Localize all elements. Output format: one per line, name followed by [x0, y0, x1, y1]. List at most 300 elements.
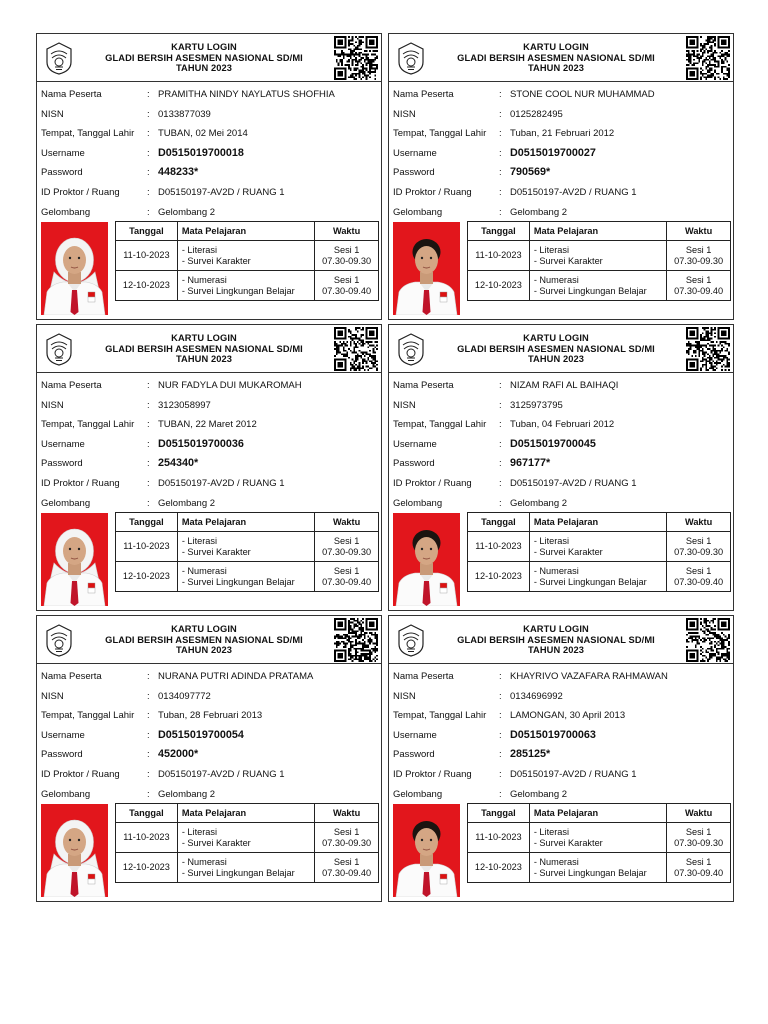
schedule-hours: 07.30-09.40 [322, 576, 372, 587]
participant-info [393, 376, 731, 513]
participant-nisn: 3125973795 [510, 399, 563, 411]
info-row-gelombang [41, 494, 379, 514]
schedule-hours: 07.30-09.30 [322, 255, 372, 266]
field-label: Password [41, 458, 83, 470]
field-separator: : [147, 89, 150, 100]
schedule-time [315, 823, 379, 853]
field-separator: : [147, 749, 150, 761]
card-title [81, 42, 327, 74]
field-label: Username [41, 438, 85, 450]
schedule-subject-line: - Literasi [533, 827, 570, 837]
login-card [388, 615, 734, 902]
info-row-password [393, 163, 731, 183]
card-title-line: TAHUN 2023 [527, 354, 585, 364]
schedule-subject [529, 532, 666, 562]
tut-wuri-handayani-logo-icon [41, 331, 77, 367]
schedule-header-mapel: Mata Pelajaran [529, 513, 666, 532]
schedule-hours: 07.30-09.40 [322, 285, 372, 296]
schedule-hours: 07.30-09.30 [322, 546, 372, 557]
field-label: Password [41, 167, 83, 179]
schedule-date: 11-10-2023 [116, 823, 178, 853]
schedule-hours: 07.30-09.40 [674, 576, 724, 587]
table-row [468, 853, 731, 883]
schedule-header-mapel: Mata Pelajaran [529, 222, 666, 241]
student-portrait [41, 804, 108, 897]
student-portrait [41, 222, 108, 315]
schedule-subject-line: - Survei Lingkungan Belajar [181, 867, 295, 878]
info-row-nama [393, 376, 731, 396]
card-title-line: GLADI BERSIH ASESMEN NASIONAL SD/MI [457, 52, 655, 63]
table-row [116, 532, 379, 562]
schedule-session: Sesi 1 [333, 566, 360, 576]
schedule-subject-line: - Survei Lingkungan Belajar [181, 285, 295, 296]
schedule-date: 12-10-2023 [116, 271, 178, 301]
login-card [388, 33, 734, 320]
schedule-header-row [468, 222, 731, 241]
field-label: Nama Peserta [41, 380, 102, 391]
schedule-session: Sesi 1 [685, 275, 712, 285]
schedule-subject-line: - Survei Karakter [533, 255, 603, 266]
schedule-header-row [116, 222, 379, 241]
field-label: Password [393, 749, 435, 761]
schedule-subject [177, 823, 314, 853]
field-label: ID Proktor / Ruang [393, 186, 472, 198]
field-label: Tempat, Tanggal Lahir [41, 710, 135, 722]
schedule-time [315, 532, 379, 562]
field-separator: : [499, 729, 502, 741]
field-separator: : [499, 108, 502, 120]
field-separator: : [147, 438, 150, 450]
field-label: Nama Peserta [393, 671, 454, 682]
field-separator: : [147, 768, 150, 780]
participant-username: D0515019700036 [158, 437, 244, 450]
schedule-subject-line: - Survei Karakter [181, 255, 251, 266]
participant-info [393, 85, 731, 222]
qr-code-icon [686, 36, 730, 80]
schedule-subject-line: - Survei Lingkungan Belajar [533, 285, 647, 296]
info-row-ttl [393, 124, 731, 144]
field-separator: : [147, 419, 150, 431]
field-label: Nama Peserta [393, 89, 454, 100]
participant-proktor: D05150197-AV2D / RUANG 1 [510, 186, 637, 198]
schedule-subject-line: - Survei Karakter [181, 546, 251, 557]
info-row-ttl [393, 706, 731, 726]
tut-wuri-handayani-logo-icon [393, 622, 429, 658]
participant-password: 448233* [158, 166, 199, 179]
participant-nisn: 0133877039 [158, 108, 211, 120]
info-row-nisn [41, 105, 379, 125]
tut-wuri-handayani-logo-icon [393, 331, 429, 367]
field-separator: : [147, 380, 150, 391]
schedule-subject-line: - Numerasi [533, 857, 579, 867]
schedule-time [315, 241, 379, 271]
field-separator: : [499, 788, 502, 800]
card-title-line: KARTU LOGIN [523, 624, 589, 634]
schedule-session: Sesi 1 [685, 857, 712, 867]
card-title-line: GLADI BERSIH ASESMEN NASIONAL SD/MI [105, 634, 303, 645]
schedule-header-waktu: Waktu [315, 804, 379, 823]
qr-code-icon [334, 618, 378, 662]
table-row [116, 562, 379, 592]
schedule-session: Sesi 1 [333, 536, 360, 546]
schedule-date: 12-10-2023 [468, 853, 530, 883]
info-row-username [393, 435, 731, 455]
participant-name: NIZAM RAFI AL BAIHAQI [510, 380, 619, 391]
login-card [388, 324, 734, 611]
info-row-password [393, 454, 731, 474]
field-label: Tempat, Tanggal Lahir [393, 419, 487, 431]
schedule-time [667, 853, 731, 883]
field-separator: : [147, 458, 150, 470]
participant-gelombang: Gelombang 2 [510, 206, 568, 218]
table-row [468, 532, 731, 562]
table-row [468, 823, 731, 853]
field-separator: : [499, 399, 502, 411]
schedule-subject [529, 241, 666, 271]
field-separator: : [147, 497, 150, 509]
participant-photo [41, 804, 108, 897]
participant-photo [393, 804, 460, 897]
schedule-subject-line: - Literasi [533, 536, 570, 546]
field-label: Tempat, Tanggal Lahir [393, 128, 487, 140]
login-card [36, 324, 382, 611]
card-title-line: GLADI BERSIH ASESMEN NASIONAL SD/MI [457, 343, 655, 354]
card-title-line: KARTU LOGIN [171, 333, 237, 343]
field-label: NISN [393, 690, 416, 702]
participant-username: D0515019700027 [510, 146, 596, 159]
participant-gelombang: Gelombang 2 [158, 497, 216, 509]
schedule-header-tanggal: Tanggal [468, 804, 530, 823]
schedule-hours: 07.30-09.30 [674, 255, 724, 266]
qr-code-icon [334, 327, 378, 371]
info-row-ttl [393, 415, 731, 435]
card-title [81, 333, 327, 365]
participant-password: 285125* [510, 748, 551, 761]
field-separator: : [499, 147, 502, 159]
schedule-subject-line: - Survei Karakter [533, 837, 603, 848]
info-row-nama [41, 667, 379, 687]
participant-proktor: D05150197-AV2D / RUANG 1 [158, 768, 285, 780]
schedule-table [467, 221, 731, 301]
field-label: ID Proktor / Ruang [41, 477, 120, 489]
schedule-header-tanggal: Tanggal [116, 804, 178, 823]
participant-photo [393, 513, 460, 606]
field-label: ID Proktor / Ruang [393, 477, 472, 489]
schedule-time [667, 532, 731, 562]
participant-name: NURANA PUTRI ADINDA PRATAMA [158, 671, 314, 682]
participant-nisn: 0134696992 [510, 690, 563, 702]
field-label: Gelombang [393, 497, 443, 509]
field-separator: : [499, 690, 502, 702]
field-label: Username [393, 729, 437, 741]
schedule-subject [177, 853, 314, 883]
info-row-password [393, 745, 731, 765]
field-separator: : [147, 108, 150, 120]
participant-proktor: D05150197-AV2D / RUANG 1 [510, 477, 637, 489]
info-row-ttl [41, 124, 379, 144]
schedule-subject [529, 562, 666, 592]
table-row [468, 241, 731, 271]
field-label: Username [41, 729, 85, 741]
field-separator: : [499, 768, 502, 780]
participant-birth: TUBAN, 22 Maret 2012 [158, 419, 257, 431]
participant-password: 790569* [510, 166, 551, 179]
info-row-nama [41, 85, 379, 105]
schedule-header-tanggal: Tanggal [116, 513, 178, 532]
participant-proktor: D05150197-AV2D / RUANG 1 [158, 477, 285, 489]
field-separator: : [499, 380, 502, 391]
info-row-gelombang [393, 494, 731, 514]
schedule-subject-line: - Literasi [181, 245, 218, 255]
participant-proktor: D05150197-AV2D / RUANG 1 [158, 186, 285, 198]
schedule-subject-line: - Survei Lingkungan Belajar [533, 867, 647, 878]
field-label: Nama Peserta [41, 89, 102, 100]
info-row-username [393, 144, 731, 164]
participant-proktor: D05150197-AV2D / RUANG 1 [510, 768, 637, 780]
participant-birth: Tuban, 04 Februari 2012 [510, 419, 615, 431]
schedule-header-waktu: Waktu [667, 513, 731, 532]
card-title-line: TAHUN 2023 [527, 645, 585, 655]
participant-photo [393, 222, 460, 315]
field-label: Gelombang [41, 497, 91, 509]
card-title-line: TAHUN 2023 [175, 645, 233, 655]
field-separator: : [499, 710, 502, 722]
field-label: Nama Peserta [393, 380, 454, 391]
student-portrait [393, 804, 460, 897]
schedule-session: Sesi 1 [685, 566, 712, 576]
schedule-hours: 07.30-09.30 [322, 837, 372, 848]
schedule-time [315, 853, 379, 883]
schedule-hours: 07.30-09.40 [674, 867, 724, 878]
field-separator: : [147, 690, 150, 702]
schedule-subject [177, 271, 314, 301]
info-row-password [41, 163, 379, 183]
tut-wuri-handayani-logo-icon [41, 622, 77, 658]
card-title-line: TAHUN 2023 [175, 354, 233, 364]
participant-gelombang: Gelombang 2 [510, 497, 568, 509]
field-label: Nama Peserta [41, 671, 102, 682]
schedule-subject [177, 562, 314, 592]
schedule-subject [529, 271, 666, 301]
info-row-proktor [393, 183, 731, 203]
student-portrait [41, 513, 108, 606]
schedule-table [467, 803, 731, 883]
schedule-header-mapel: Mata Pelajaran [529, 804, 666, 823]
card-title-line: KARTU LOGIN [523, 333, 589, 343]
participant-nisn: 0134097772 [158, 690, 211, 702]
field-separator: : [147, 147, 150, 159]
participant-name: NUR FADYLA DUI MUKAROMAH [158, 380, 302, 391]
schedule-time [315, 271, 379, 301]
schedule-session: Sesi 1 [685, 245, 712, 255]
field-separator: : [147, 671, 150, 682]
info-row-proktor [393, 474, 731, 494]
schedule-subject [177, 241, 314, 271]
info-row-username [41, 435, 379, 455]
schedule-date: 11-10-2023 [468, 532, 530, 562]
info-row-gelombang [393, 203, 731, 223]
field-label: NISN [41, 399, 64, 411]
field-label: NISN [393, 108, 416, 120]
schedule-hours: 07.30-09.30 [674, 837, 724, 848]
schedule-subject-line: - Numerasi [533, 275, 579, 285]
info-row-proktor [41, 183, 379, 203]
info-row-nama [393, 85, 731, 105]
schedule-header-waktu: Waktu [315, 513, 379, 532]
participant-username: D0515019700018 [158, 146, 244, 159]
field-separator: : [147, 128, 150, 140]
info-row-ttl [41, 706, 379, 726]
card-title-line: GLADI BERSIH ASESMEN NASIONAL SD/MI [105, 343, 303, 354]
schedule-date: 11-10-2023 [468, 823, 530, 853]
field-label: Tempat, Tanggal Lahir [393, 710, 487, 722]
field-label: Gelombang [393, 206, 443, 218]
participant-info [41, 376, 379, 513]
schedule-subject-line: - Literasi [181, 536, 218, 546]
schedule-subject-line: - Numerasi [181, 857, 227, 867]
schedule-header-tanggal: Tanggal [468, 513, 530, 532]
field-label: Tempat, Tanggal Lahir [41, 419, 135, 431]
card-title-line: GLADI BERSIH ASESMEN NASIONAL SD/MI [457, 634, 655, 645]
qr-code-icon [334, 36, 378, 80]
field-label: Gelombang [41, 788, 91, 800]
participant-username: D0515019700054 [158, 728, 244, 741]
field-separator: : [499, 89, 502, 100]
field-label: NISN [41, 690, 64, 702]
participant-gelombang: Gelombang 2 [158, 788, 216, 800]
schedule-date: 12-10-2023 [116, 562, 178, 592]
field-label: Password [393, 458, 435, 470]
info-row-ttl [41, 415, 379, 435]
field-separator: : [499, 671, 502, 682]
info-row-proktor [41, 765, 379, 785]
card-header [389, 34, 733, 82]
participant-nisn: 3123058997 [158, 399, 211, 411]
participant-info [41, 667, 379, 804]
info-row-proktor [41, 474, 379, 494]
info-row-nama [41, 376, 379, 396]
tut-wuri-handayani-logo-icon [393, 40, 429, 76]
field-label: Password [41, 749, 83, 761]
field-label: Password [393, 167, 435, 179]
schedule-time [667, 823, 731, 853]
schedule-date: 12-10-2023 [468, 562, 530, 592]
field-separator: : [499, 419, 502, 431]
participant-password: 967177* [510, 457, 551, 470]
info-row-username [393, 726, 731, 746]
schedule-session: Sesi 1 [333, 245, 360, 255]
field-separator: : [499, 186, 502, 198]
card-title [433, 333, 679, 365]
schedule-subject-line: - Numerasi [181, 566, 227, 576]
card-title-line: TAHUN 2023 [175, 63, 233, 73]
field-label: Gelombang [41, 206, 91, 218]
schedule-header-waktu: Waktu [667, 804, 731, 823]
info-row-password [41, 454, 379, 474]
schedule-subject-line: - Survei Lingkungan Belajar [181, 576, 295, 587]
info-row-nisn [393, 105, 731, 125]
schedule-header-waktu: Waktu [667, 222, 731, 241]
info-row-password [41, 745, 379, 765]
field-separator: : [499, 206, 502, 218]
schedule-table [115, 803, 379, 883]
card-header [389, 325, 733, 373]
schedule-header-row [116, 804, 379, 823]
schedule-session: Sesi 1 [685, 827, 712, 837]
card-title [433, 624, 679, 656]
schedule-subject [529, 823, 666, 853]
field-label: Gelombang [393, 788, 443, 800]
participant-name: KHAYRIVO VAZAFARA RAHMAWAN [510, 671, 668, 682]
info-row-nama [393, 667, 731, 687]
schedule-table [115, 221, 379, 301]
card-title [81, 624, 327, 656]
table-row [116, 823, 379, 853]
info-row-nisn [393, 396, 731, 416]
student-portrait [393, 222, 460, 315]
card-title-line: KARTU LOGIN [523, 42, 589, 52]
field-label: Username [393, 438, 437, 450]
card-header [37, 34, 381, 82]
schedule-table [115, 512, 379, 592]
schedule-hours: 07.30-09.40 [674, 285, 724, 296]
field-separator: : [147, 399, 150, 411]
schedule-date: 12-10-2023 [116, 853, 178, 883]
schedule-time [667, 241, 731, 271]
schedule-session: Sesi 1 [333, 827, 360, 837]
schedule-header-row [468, 804, 731, 823]
participant-birth: Tuban, 28 Februari 2013 [158, 710, 263, 722]
field-label: ID Proktor / Ruang [393, 768, 472, 780]
participant-gelombang: Gelombang 2 [510, 788, 568, 800]
participant-username: D0515019700045 [510, 437, 596, 450]
info-row-gelombang [41, 203, 379, 223]
info-row-proktor [393, 765, 731, 785]
schedule-hours: 07.30-09.30 [674, 546, 724, 557]
field-separator: : [499, 167, 502, 179]
participant-birth: TUBAN, 02 Mei 2014 [158, 128, 248, 140]
schedule-subject-line: - Numerasi [533, 566, 579, 576]
participant-password: 254340* [158, 457, 199, 470]
field-label: ID Proktor / Ruang [41, 768, 120, 780]
table-row [468, 271, 731, 301]
field-separator: : [499, 749, 502, 761]
card-title-line: KARTU LOGIN [171, 42, 237, 52]
field-separator: : [499, 128, 502, 140]
field-separator: : [147, 167, 150, 179]
field-separator: : [147, 729, 150, 741]
participant-username: D0515019700063 [510, 728, 596, 741]
schedule-header-tanggal: Tanggal [116, 222, 178, 241]
participant-birth: LAMONGAN, 30 April 2013 [510, 710, 626, 722]
field-separator: : [147, 710, 150, 722]
field-label: NISN [41, 108, 64, 120]
card-header [37, 616, 381, 664]
schedule-date: 11-10-2023 [116, 532, 178, 562]
schedule-header-mapel: Mata Pelajaran [177, 804, 314, 823]
field-label: Username [41, 147, 85, 159]
participant-photo [41, 222, 108, 315]
schedule-session: Sesi 1 [333, 275, 360, 285]
qr-code-icon [686, 618, 730, 662]
schedule-date: 11-10-2023 [116, 241, 178, 271]
schedule-subject-line: - Literasi [181, 827, 218, 837]
info-row-nisn [41, 396, 379, 416]
login-card [36, 615, 382, 902]
field-separator: : [499, 438, 502, 450]
participant-info [393, 667, 731, 804]
schedule-header-waktu: Waktu [315, 222, 379, 241]
